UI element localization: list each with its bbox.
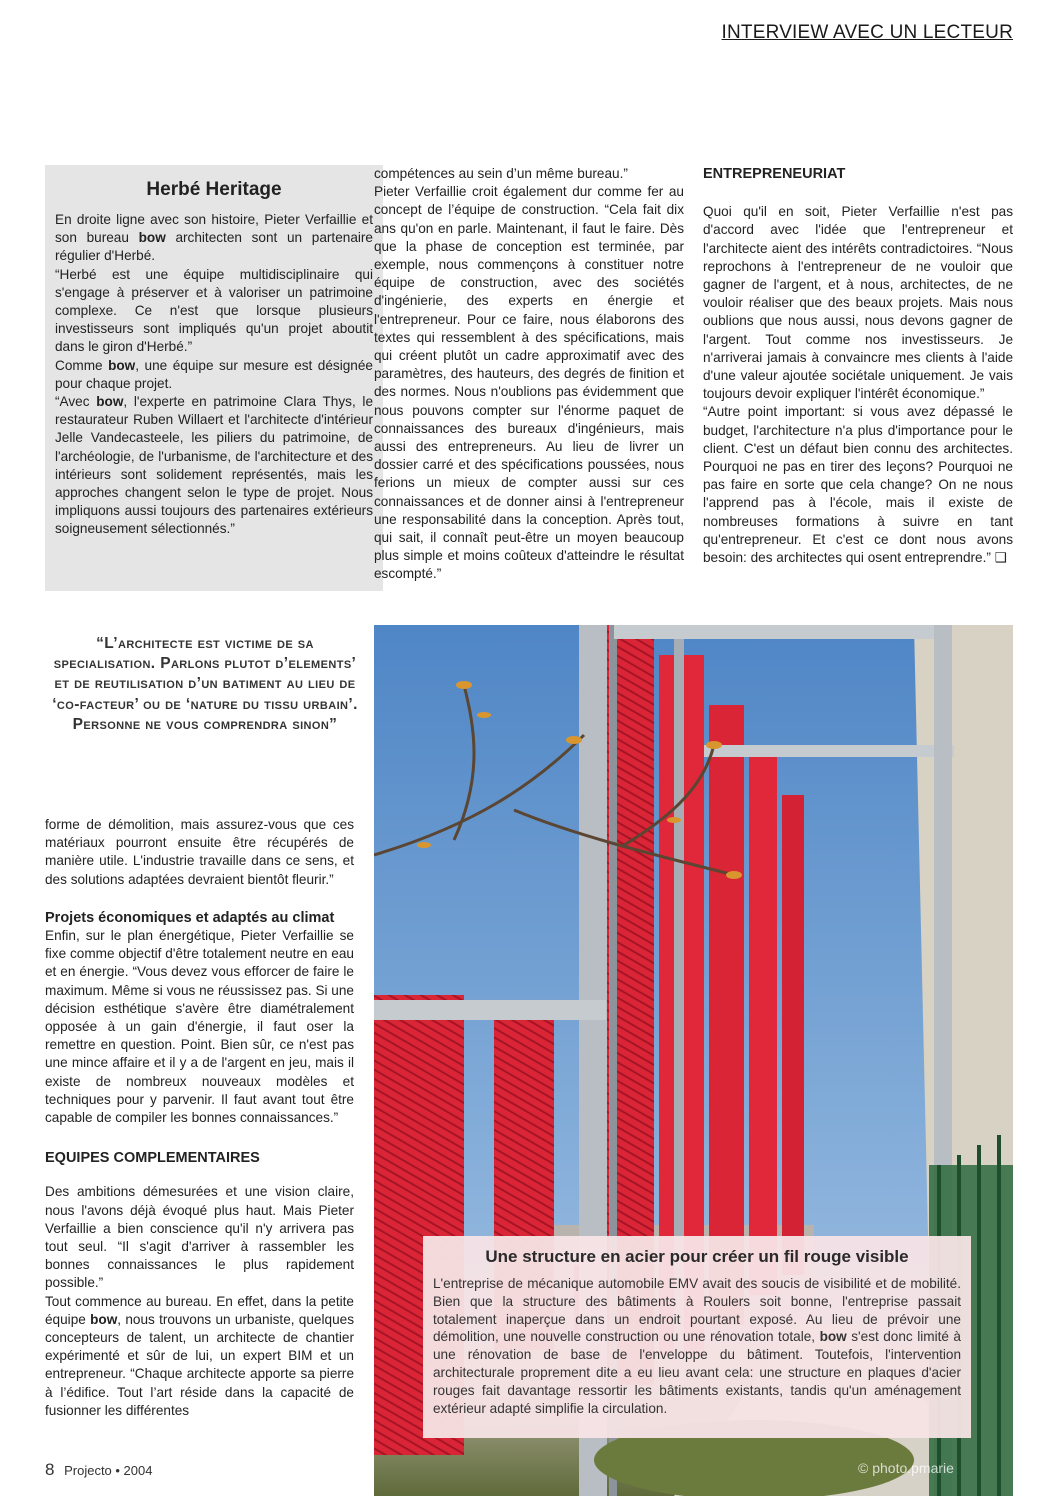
middle-column	[374, 165, 684, 584]
body-paragraph: forme de démolition, mais assurez-vous que ces matériaux pourront ensuite être récupérés de manière utile. L'industrie travaille dans ce sens, et des solutions adaptées devraient bientôt fleurir.”	[45, 817, 354, 887]
projets-heading: Projets économiques et adaptés au climat	[45, 909, 335, 926]
page-footer	[45, 1460, 152, 1480]
body-paragraph: “Autre point important: si vous avez dépassé le budget, l'architecture n'a plus d'importance pour le client. C'est un défaut bien connu des architectes. Pourquoi ne pas en tirer des leçons? Pourquoi ne pas faire en sorte que cela change? On ne nous l'apprend pas à l'école, mais il existe de nombreuses formations à suivre en tant qu'entrepreneur. Et c'est ce dont nous avons besoin: des architectes qui osent entreprendre.” ❑	[703, 404, 1013, 566]
body-paragraph: Des ambitions démesurées et une vision claire, nous l'avons déjà évoqué plus haut. Mais Pieter Verfaillie a bien conscience qu'il n'y arrivera pas tout seul. “Il s'agit d'arriver à rassembler les bonnes connaissances le plus rapidement possible.”	[45, 1184, 354, 1291]
body-paragraph: Quoi qu'il en soit, Pieter Verfaillie n'est pas d'accord avec l'idée que l'entrepreneur et l'architecte aient des intérêts contradictoires. “Nous reprochons à l'entrepreneur de ne vouloir que gagner de l'argent, et à nous, architectes, de ne vouloir réaliser que des beaux projets. Mais nous oublions que nous aussi, nous devons gagner de l'argent. Tout comme nos investisseurs. Je n'arriverai jamais à convaincre mes clients à l'aide d'une valeur ajoutée sociétale uniquement. Je vais toujours devoir expliquer l'intérêt économique.”	[703, 204, 1013, 402]
heritage-paragraph: Comme bow, une équipe sur mesure est désignée pour chaque projet.	[55, 357, 373, 391]
body-paragraph: Pieter Verfaillie croit également dur comme fer au concept de l’équipe de construction. “Cela fait dix ans qu'on en parle. Maintenant, il faut le faire. Dès que la phase de conception est terminée, par exemple, nous commençons à constituer notre équipe de construction, avec des sociétés d'ingénierie, des experts en énergie et l'entrepreneur. Pour ce faire, nous élaborons des textes qui ressemblent à des spécifications, mais qui créent plutôt un cadre approximatif avec des paramètres, des hauteurs, des degrés de finition et des normes. Nous n'oublions pas évidemment que nous pouvons compter sur l'énorme paquet de connaissances des bureaux d'ingénieurs, mais aussi des entrepreneurs. Au lieu de livrer un dossier carré et des spécifications poussées, nous ferions un mieux de compter aussi sur ces connaissances et de donner ainsi à l'entrepreneur une responsabilité dans la conception. Après tout, qui sait, il connaît peut-être un moyen beaucoup plus simple et moins coûteux d'atteindre le résultat escompté.”	[374, 184, 684, 582]
right-column	[703, 165, 1013, 567]
body-paragraph: Enfin, sur le plan énergétique, Pieter Verfaillie se fixe comme objectif d'être totalement neutre en eau et en énergie. “Vous devez vous efforcer de faire le maximum. Même si vous ne réussissez pas. Si une décision esthétique s'avère être diamétralement opposée à un gain d'énergie, il faut oser la remettre en question. Point. Bien sûr, ce n'est pas une mince affaire et il y a de l'argent en jeu, mais il existe de nombreux nouveaux modèles et techniques pour y parvenir. Il faut avant tout être capable de compiler les bonnes connaissances.”	[45, 928, 354, 1126]
heritage-paragraph: “Avec bow, l'experte en patrimoine Clara Thys, le restaurateur Ruben Willaert et l'architecte d'intérieur Jelle Vandecasteele, les piliers du patrimoine, de l'archéologie, de l'urbanisme, de l'architecture et des intérieurs sont solidement représentés, mais les approches changent selon le type de projet. Nous impliquons aussi toujours des partenaires extérieurs soigneusement sélectionnés.”	[55, 394, 374, 537]
body-paragraph: compétences au sein d’un même bureau.”	[374, 166, 628, 181]
heritage-sidebar	[45, 165, 383, 591]
page-number: 8	[45, 1460, 55, 1479]
heritage-body	[55, 211, 373, 539]
entrepreneuriat-heading: ENTREPRENEURIAT	[703, 166, 846, 182]
publication-name: Projecto • 2004	[64, 1463, 153, 1478]
equipes-heading: EQUIPES COMPLEMENTAIRES	[45, 1150, 260, 1167]
heritage-title: Herbé Heritage	[146, 179, 282, 200]
photo-credit: © photo.pmarie	[858, 1460, 954, 1476]
left-lower-column	[45, 816, 354, 1420]
heritage-paragraph: En droite ligne avec son histoire, Pieter Verfaillie et son bureau bow architecten sont un partenaire régulier d'Herbé.	[55, 212, 373, 264]
body-paragraph: Tout commence au bureau. En effet, dans la petite équipe bow, nous trouvons un urbaniste, quelques concepteurs de talent, un architecte de chantier expérimenté et sûr de lui, un expert BIM et un entrepreneur. “Chaque architecte apporte sa pierre à l’édifice. Tout l’art réside dans la capacité de fusionner les différentes	[45, 1293, 354, 1418]
pull-quote: “L’architecte est victime de sa specialisation. Parlons plutot d’elements’ et de reutilisation d’un batiment au lieu de ‘co-facteur’ ou de ‘nature du tissu urbain’. Personne ne vous comprendra sinon”	[52, 635, 358, 733]
section-header: INTERVIEW AVEC UN LECTEUR	[721, 22, 1013, 43]
photo-caption-box	[423, 1236, 971, 1438]
caption-title: Une structure en acier pour créer un fil rouge visible	[485, 1247, 909, 1266]
caption-body: L'entreprise de mécanique automobile EMV avait des soucis de visibilité et de mobilité. Bien que la structure des bâtiments à Roulers soit bonne, l'entreprise passait totalement inaperçue dans un endroit pourtant exposé. Au lieu de prévoir une démolition, une nouvelle construction ou une rénovation totale, bow s'est donc limité à une rénovation de base de l'enveloppe du bâtiment. Toutefois, l'intervention architecturale proprement dite a eu lieu avant cela: une structure en plaques d'acier rouges fait davantage ressortir les bâtiments existants, tandis qu'un aménagement extérieur adapté simplifie la circulation.	[433, 1276, 961, 1416]
heritage-paragraph: “Herbé est une équipe multidisciplinaire qui s'engage à préserver et à valoriser un patrimoine complexe. Ce n'est que lorsque plusieurs investisseurs sont impliqués qu'un projet aboutit dans le giron d'Herbé.”	[55, 266, 373, 355]
end-mark: ❑	[994, 550, 1007, 566]
